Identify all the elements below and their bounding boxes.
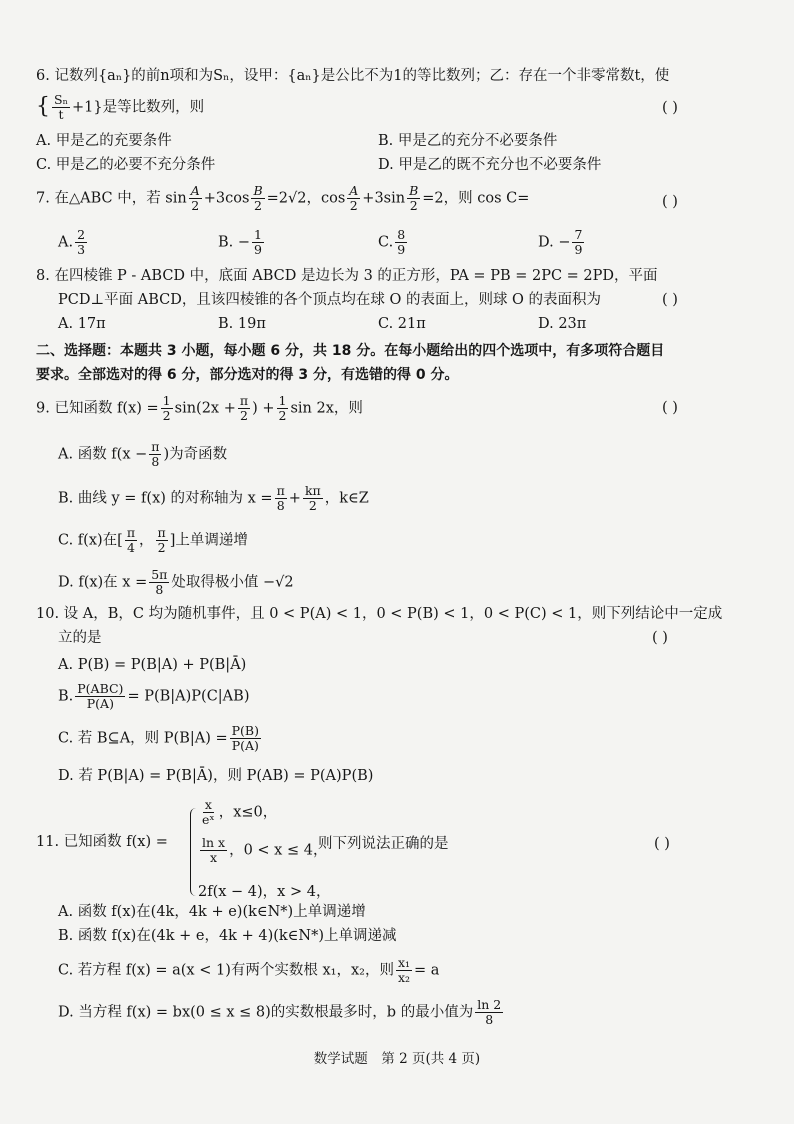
q6-option-c: C. 甲是乙的必要不充分条件: [36, 157, 216, 173]
q11-option-d: D. 当方程 f(x) = bx(0 ≤ x ≤ 8)的实数根最多时，b 的最小值为 $\frac{\ln 2}{8}$: [58, 997, 502, 1027]
q10-answer-paren: ( ): [652, 630, 668, 646]
q11-option-b: B. 函数 f(x)在(4k + e，4k + 4)(k∈N*)上单调递减: [58, 928, 397, 944]
q9-stem: 9. 已知函数 f(x) = $\frac{1}{2}$ sin(2x + $\frac{\pi}{2}$ ) + $\frac{1}{2}$ sin 2x，则: [36, 393, 363, 423]
q10-option-b: B. $\frac{\text{P(ABC)}}{P(A)}$ = P(B|A)P(C|AB): [58, 681, 250, 711]
q8-option-c: C. 21π: [378, 316, 426, 332]
q9-option-d: D. f(x)在 x = $\frac{5\pi}{8}$ 处取得极小值 −√2: [58, 567, 294, 597]
q7-option-b: B. − $\frac{1}{9}$: [218, 227, 262, 257]
q6-fraction: $\frac{\text{Sₙ}}{t}$: [54, 92, 68, 122]
q8-stem-line1: 8. 在四棱锥 P - ABCD 中，底面 ABCD 是边长为 3 的正方形，PA = PB = 2PC = 2PD，平面: [36, 268, 658, 284]
q11-piece-3: 2f(x − 4)，x > 4，: [198, 884, 331, 900]
q9-option-a: A. 函数 f(x − $\frac{\pi}{8}$ )为奇函数: [58, 439, 228, 469]
page-footer: 数学试题 第 2 页(共 4 页): [313, 1051, 481, 1067]
q11-stem-suffix: 则下列说法正确的是: [318, 836, 449, 852]
q6-stem-line2: { $\frac{\text{Sₙ}}{t}$ +1}是等比数列，则: [36, 92, 205, 122]
q11-option-a: A. 函数 f(x)在(4k，4k + e)(k∈N*)上单调递增: [58, 904, 366, 920]
q10-option-d: D. 若 P(B|A) = P(B|Ā)，则 P(AB) = P(A)P(B): [58, 768, 374, 784]
q9-option-b: B. 曲线 y = f(x) 的对称轴为 x = $\frac{\pi}{8}$ + $\frac{k\pi}{2}$ ，k∈Z: [58, 483, 369, 513]
q11-option-c: C. 若方程 f(x) = a(x < 1)有两个实数根 x₁，x₂，则 $\frac{\text{x₁}}{\text{x₂}}$ = a: [58, 955, 440, 985]
q10-option-a: A. P(B) = P(B|A) + P(B|Ā): [58, 657, 247, 673]
q11-piece-1: $\frac{x}{\text{eˣ}}$ ，x≤0，: [202, 797, 278, 827]
q8-stem-line2: PCD⊥平面 ABCD，且该四棱锥的各个顶点均在球 O 的表面上，则球 O 的表面积为: [58, 292, 602, 308]
q8-option-d: D. 23π: [538, 316, 587, 332]
q7-option-c: C. $\frac{8}{9}$: [378, 227, 406, 257]
q6-answer-paren: ( ): [662, 100, 678, 116]
q7-answer-paren: ( ): [662, 194, 678, 210]
q9-answer-paren: ( ): [662, 400, 678, 416]
q7-option-a: A. $\frac{2}{3}$: [58, 227, 86, 257]
section2-heading-line2: 要求。全部选对的得 6 分，部分选对的得 3 分，有选错的得 0 分。: [36, 367, 459, 383]
q11-stem-label: 11. 已知函数 f(x) =: [36, 834, 168, 850]
q10-stem-line2: 立的是: [58, 630, 102, 646]
q6-option-b: B. 甲是乙的充分不必要条件: [378, 133, 558, 149]
q11-answer-paren: ( ): [654, 836, 670, 852]
q9-option-c: C. f(x)在[ $\frac{\pi}{4}$ ， $\frac{\pi}{2}$ ]上单调递增: [58, 525, 248, 555]
q7-stem: 7. 在△ABC 中，若 sin $\frac{A}{2}$ +3cos $\frac{B}{2}$ =2√2，cos $\frac{A}{2}$ +3sin $\frac{B}{2}$ =2，则 cos C=: [36, 183, 530, 213]
section2-heading-line1: 二、选择题：本题共 3 小题，每小题 6 分，共 18 分。在每小题给出的四个选项中，有多项符合题目: [36, 343, 665, 359]
q11-piece-2: $\frac{\text{ln x}}{x}$ ，0 < x ≤ 4，: [202, 835, 328, 865]
q10-stem-line1: 10. 设 A，B，C 均为随机事件，且 0 < P(A) < 1，0 < P(B) < 1，0 < P(C) < 1，则下列结论中一定成: [36, 606, 723, 622]
q6-option-d: D. 甲是乙的既不充分也不必要条件: [378, 157, 602, 173]
q7-option-d: D. − $\frac{7}{9}$: [538, 227, 583, 257]
q8-answer-paren: ( ): [662, 292, 678, 308]
q8-option-a: A. 17π: [58, 316, 106, 332]
q6-option-a: A. 甲是乙的充要条件: [36, 133, 172, 149]
q10-option-c: C. 若 B⊆A，则 P(B|A) = $\frac{P(B)}{P(A)}$: [58, 723, 259, 753]
q8-option-b: B. 19π: [218, 316, 266, 332]
q6-stem-line1: 6. 记数列{aₙ}的前n项和为Sₙ，设甲：{aₙ}是公比不为1的等比数列；乙：存在一个非零常数t，使: [36, 68, 670, 84]
